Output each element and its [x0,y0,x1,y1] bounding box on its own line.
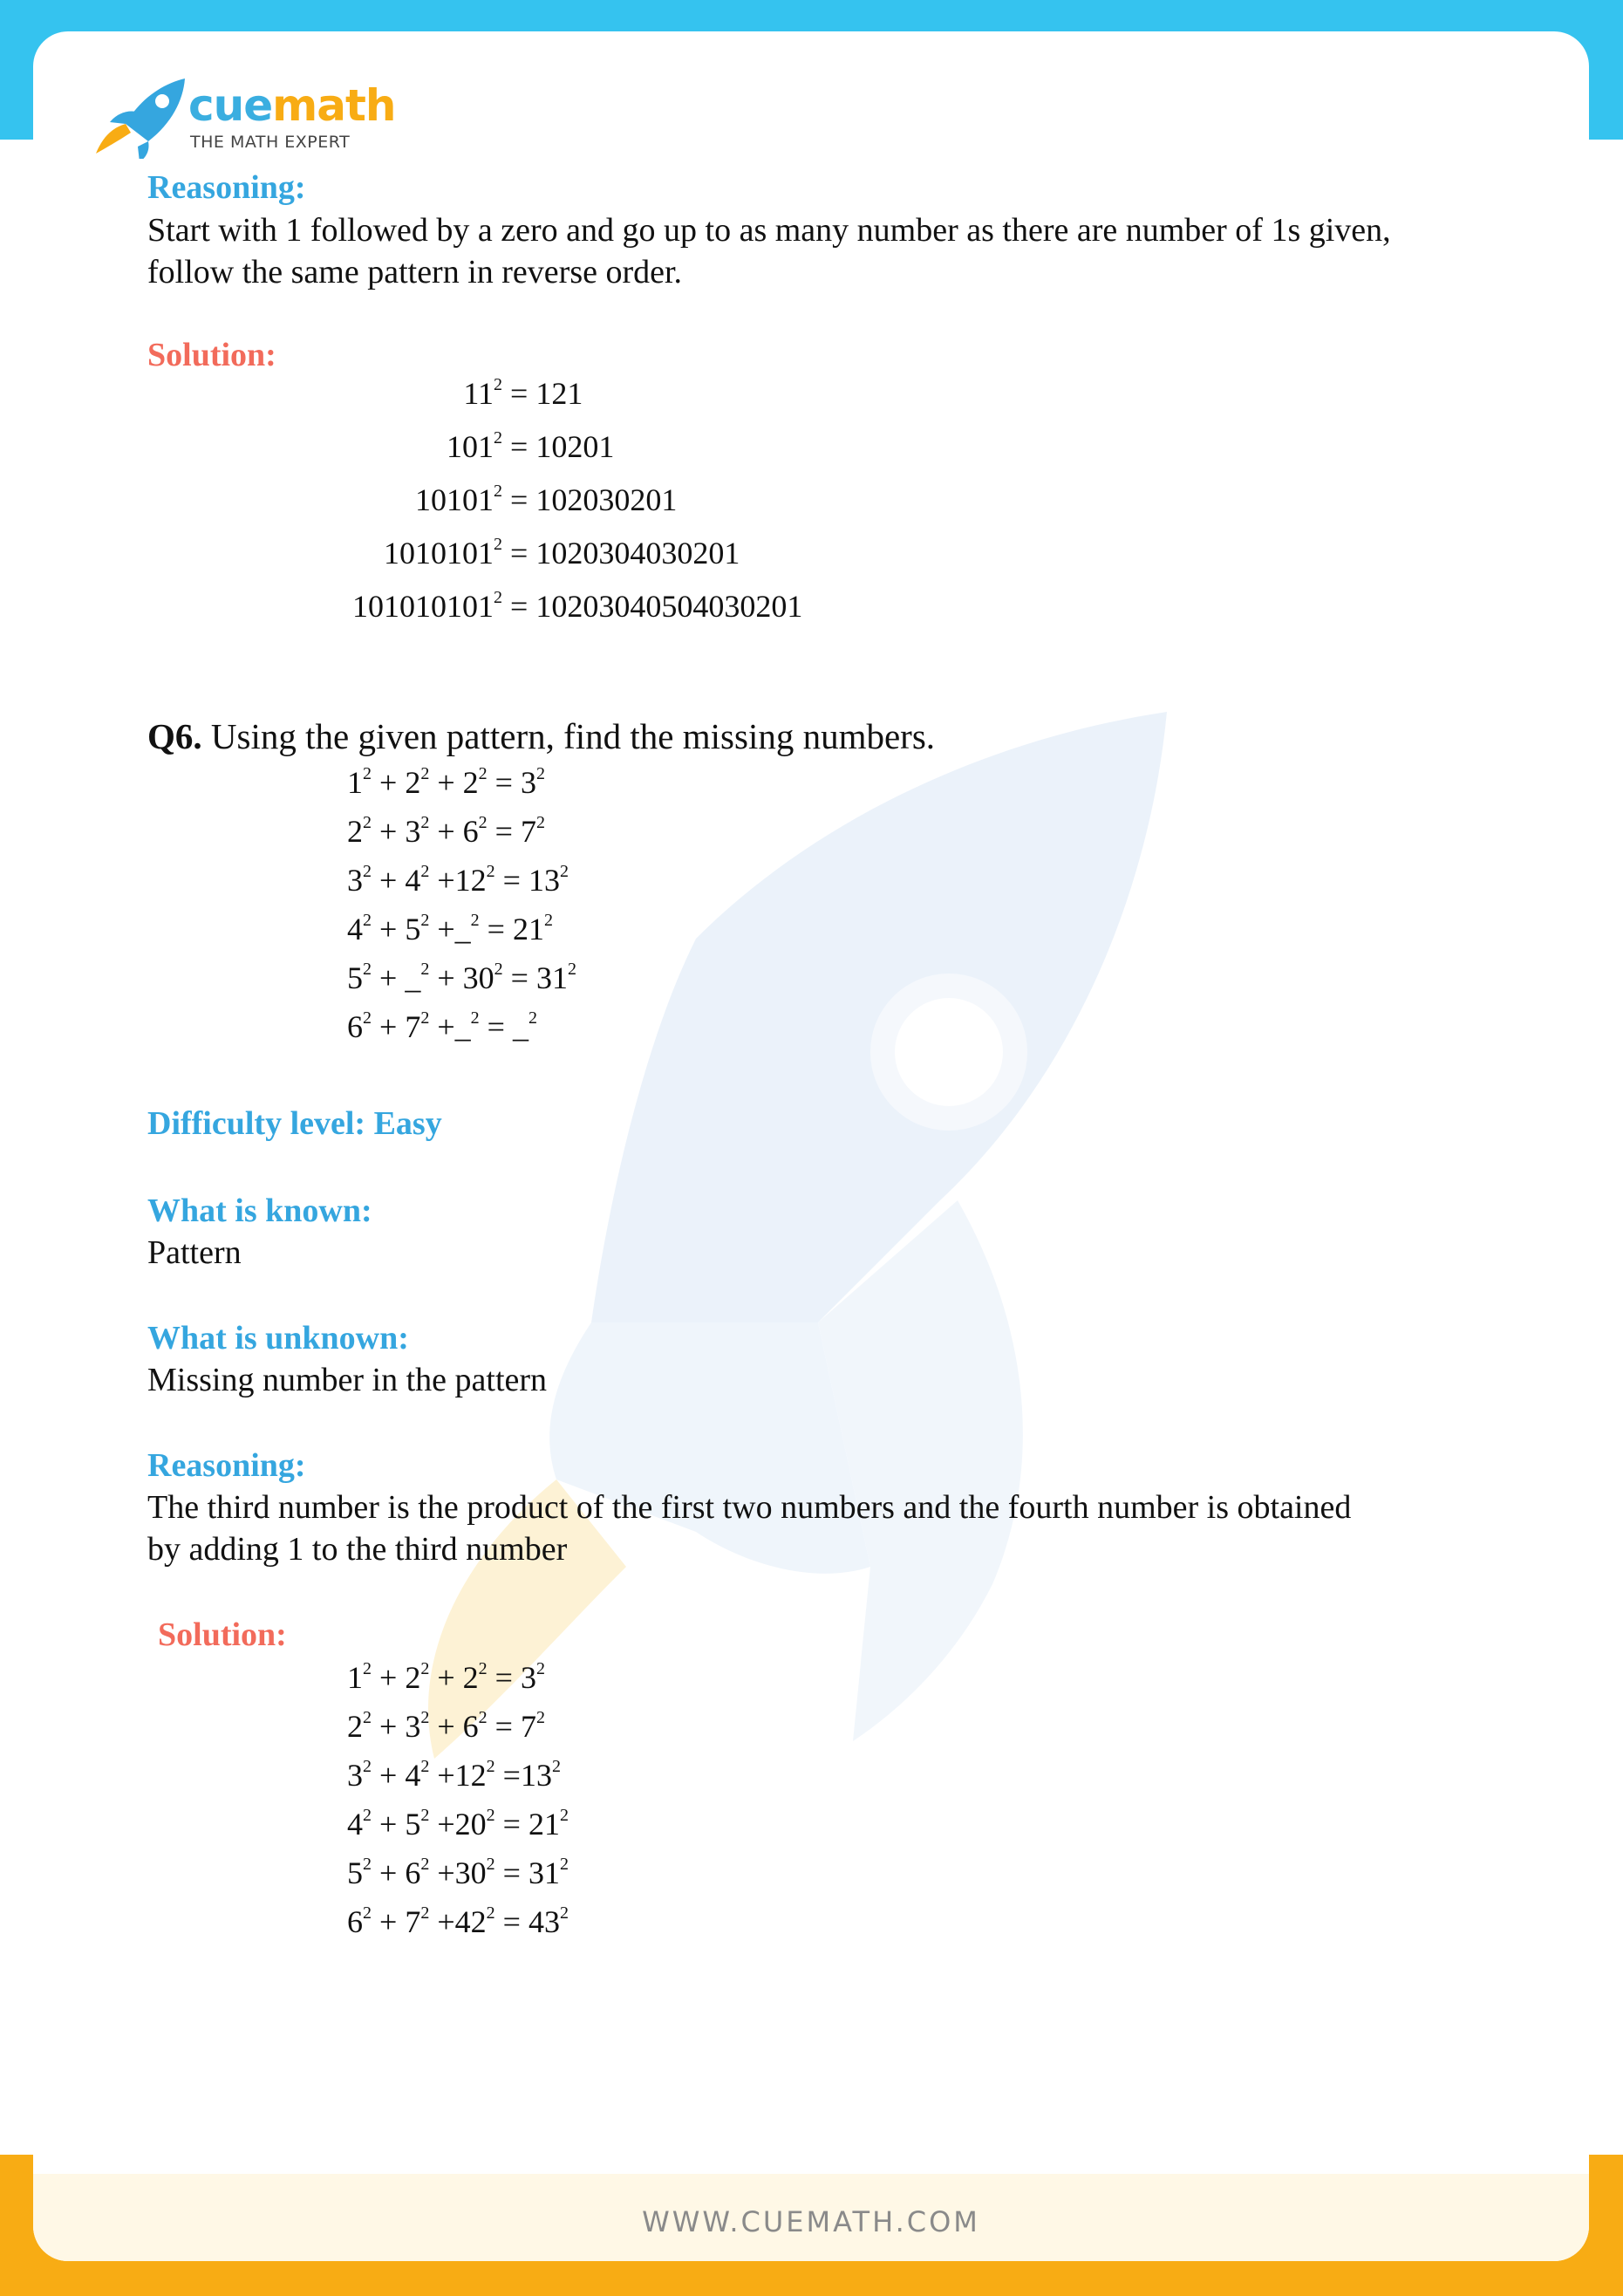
pattern-equation: $1^2 + 2^2 + 2^2 = 3^2$ [347,764,545,800]
reasoning-heading: Reasoning: [147,169,306,206]
pattern-equation: $6^2 + 7^2 +42^2 = 43^2$ [347,1903,569,1939]
unknown-heading: What is unknown: [147,1320,409,1356]
pattern-equation: $4^2 + 5^2 +20^2 = 21^2$ [347,1806,569,1842]
pattern-equation: $4^2 + 5^2$ +_$^2$ = $21^2$ [347,911,553,946]
known-text: Pattern [147,1234,242,1271]
known-heading: What is known: [147,1192,372,1229]
square-equation: $1010101^2 = 1020304030201$ [384,535,740,571]
squares-solution-block [288,375,811,637]
difficulty-level: Difficulty level: Easy [147,1105,442,1142]
reasoning-heading-q6: Reasoning: [147,1447,306,1484]
solution-heading-q6: Solution: [158,1616,287,1653]
square-equation: $101010101^2 = 10203040504030201$ [352,588,803,624]
footer-url[interactable]: WWW.CUEMATH.COM [642,2205,980,2238]
reasoning-text-q6: The third number is the product of the first two numbers and the fourth number is obtained by adding 1 to the third number [147,1489,1352,1568]
pattern-equation: $6^2 + 7^2$ +_$^2$ = _$^2$ [347,1008,537,1044]
solution-heading: Solution: [147,337,276,373]
pattern-equation: $5^2 + 6^2 +30^2 = 31^2$ [347,1855,569,1890]
square-equation: $11^2 = 121$ [463,375,583,411]
pattern-equation: $2^2 + 3^2 + 6^2 = 7^2$ [347,813,545,849]
square-equation: $10101^2 = 102030201$ [415,482,678,517]
pattern-equation: $5^2$ + _$^2$ + $30^2 = 31^2$ [347,960,576,995]
reasoning-text: Start with 1 followed by a zero and go up to as many number as there are number of 1s given, follow the same pattern in reverse order. [147,212,1391,290]
square-equation: $101^2 = 10201$ [447,428,615,464]
brand-tagline: THE MATH EXPERT [190,133,351,152]
unknown-text: Missing number in the pattern [147,1362,548,1398]
brand-name: cuemath [188,80,396,131]
question-6: Q6. Using the given pattern, find the missing numbers. [147,716,936,756]
pattern-equation: $2^2 + 3^2 + 6^2 = 7^2$ [347,1708,545,1744]
pattern-equation: $3^2 + 4^2 +12^2 =13^2$ [347,1757,561,1793]
pattern-equation: $3^2 + 4^2 +12^2 = 13^2$ [347,862,569,898]
pattern-equation: $1^2 + 2^2 + 2^2 = 3^2$ [347,1659,545,1695]
